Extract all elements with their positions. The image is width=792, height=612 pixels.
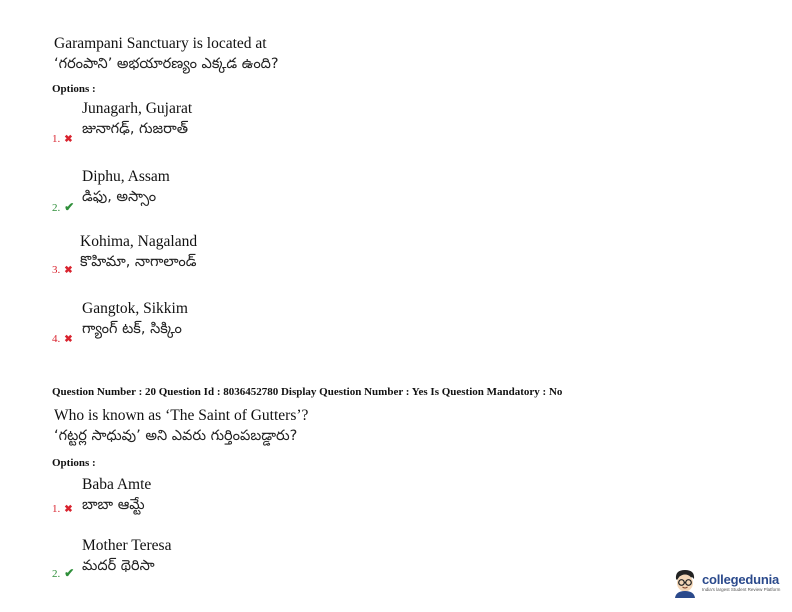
question-text-en: Garampani Sanctuary is located at [54, 35, 267, 52]
option-number-label: 2. [52, 567, 61, 580]
question-text-te: ‘గట్టర్ల సాధువు’ అని ఎవరు గుర్తింపబడ్డారు? [54, 428, 298, 444]
wrong-mark-icon: ✖ [64, 333, 73, 345]
check-mark-icon: ✔ [64, 566, 75, 580]
check-mark-icon: ✔ [64, 200, 75, 214]
option-number-label: 1. [52, 503, 61, 515]
brand-name: collegedunia [702, 572, 780, 588]
option-text-en: Kohima, Nagaland [80, 233, 198, 250]
option-text-te: డిఫు, అస్సాం [82, 189, 157, 205]
option-text-te: కొహిమా, నాగాలాండ్ [80, 254, 197, 270]
option-text-te: బాబా ఆమ్టే [82, 497, 145, 513]
option-number [52, 200, 74, 215]
question-text-te: ‘గరంపాని’ అభయారణ్యం ఎక్కడ ఉంది? [54, 56, 279, 72]
option-number [52, 503, 73, 515]
brand-tagline: India's largest Student Review Platform [702, 587, 781, 593]
option-text-en: Baba Amte [82, 476, 152, 493]
option-text-te: జునాగఢ్, గుజరాత్ [82, 121, 188, 137]
wrong-mark-icon: ✖ [64, 264, 73, 276]
brand-logo [672, 568, 780, 598]
option-text-te: మదర్ థెరిసా [82, 558, 155, 574]
option-number [52, 333, 73, 345]
option-number-label: 2. [52, 201, 61, 214]
wrong-mark-icon: ✖ [64, 133, 73, 145]
option-number-label: 1. [52, 133, 61, 145]
wrong-mark-icon: ✖ [64, 503, 73, 515]
option-number [52, 264, 73, 276]
options-label: Options : [52, 83, 96, 95]
option-text-en: Diphu, Assam [82, 168, 170, 185]
option-text-en: Mother Teresa [82, 537, 172, 554]
option-number [52, 133, 73, 145]
option-text-te: గ్యాంగ్ టక్, సిక్కిం [82, 321, 182, 337]
option-number-label: 3. [52, 264, 61, 276]
option-text-en: Gangtok, Sikkim [82, 300, 188, 317]
question-text-en: Who is known as ‘The Saint of Gutters’? [54, 407, 309, 424]
options-label: Options : [52, 457, 96, 469]
option-number-label: 4. [52, 333, 61, 345]
option-text-en: Junagarh, Gujarat [82, 100, 193, 117]
question-meta: Question Number : 20 Question Id : 8036452780 Display Question Number : Yes Is Question Mandatory : No [52, 386, 563, 398]
student-avatar-icon [672, 568, 698, 598]
option-number [52, 566, 74, 581]
